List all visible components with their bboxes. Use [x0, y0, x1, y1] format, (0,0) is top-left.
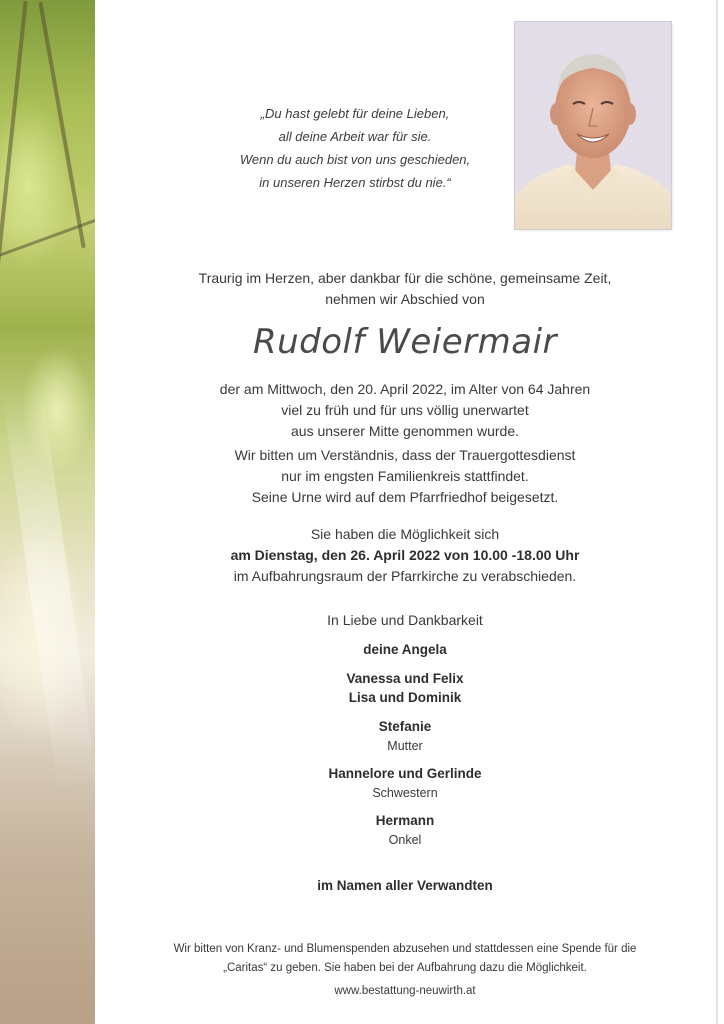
details-line: der am Mittwoch, den 20. April 2022, im Alter von 64 Jahren [219, 381, 591, 397]
details-line: viel zu früh und für uns völlig unerwartet [281, 402, 529, 418]
mourner-children: Vanessa und Felix [346, 671, 464, 686]
deceased-name: Rudolf Weiermair [252, 322, 558, 362]
mourners-closing: im Namen aller Verwandten [317, 878, 493, 893]
viewing-info [140, 524, 670, 587]
service-line: Wir bitten um Verständnis, dass der Trauergottesdienst [234, 447, 576, 463]
poem-line: in unseren Herzen stirbst du nie.“ [259, 175, 451, 190]
mourner-relation: Schwestern [372, 786, 438, 800]
intro-line: Traurig im Herzen, aber dankbar für die schöne, gemeinsame Zeit, [198, 270, 612, 286]
donation-note [140, 940, 670, 978]
poem-line: all deine Arbeit war für sie. [278, 129, 432, 144]
viewing-line: Sie haben die Möglichkeit sich [310, 526, 500, 542]
poem-line: Wenn du auch bist von uns geschieden, [239, 152, 471, 167]
donation-line: „Caritas“ zu geben. Sie haben bei der Aufbahrung dazu die Möglichkeit. [223, 962, 587, 974]
portrait-photo [515, 22, 671, 229]
service-line: nur im engsten Familienkreis stattfindet. [281, 468, 529, 484]
viewing-date: am Dienstag, den 26. April 2022 von 10.00 -18.00 Uhr [230, 547, 580, 563]
viewing-line: im Aufbahrungsraum der Pfarrkirche zu verabschieden. [233, 568, 577, 584]
service-info [140, 445, 670, 508]
mourner-spouse: deine Angela [363, 642, 447, 657]
details-line: aus unserer Mitte genommen wurde. [291, 423, 519, 439]
forest-image-strip [0, 0, 95, 1024]
mourner-name: Stefanie [378, 719, 432, 734]
mourner-name: Hermann [375, 813, 435, 828]
page-edge-line [716, 0, 718, 1024]
website-link[interactable]: www.bestattung-neuwirth.at [334, 985, 476, 997]
service-line: Seine Urne wird auf dem Pfarrfriedhof beigesetzt. [251, 489, 559, 505]
poem [200, 102, 510, 194]
intro-line: nehmen wir Abschied von [325, 291, 485, 307]
mourner-children: Lisa und Dominik [348, 690, 462, 705]
mourner-relation: Onkel [388, 833, 422, 847]
mourners-intro: In Liebe und Dankbarkeit [327, 612, 483, 628]
death-details [140, 379, 670, 442]
poem-line: „Du hast gelebt für deine Lieben, [260, 106, 450, 121]
mourner-relation: Mutter [387, 739, 423, 753]
mourner-name: Hannelore und Gerlinde [328, 766, 482, 781]
donation-line: Wir bitten von Kranz- und Blumenspenden abzusehen und stattdessen eine Spende für die [173, 943, 637, 955]
intro-text [140, 268, 670, 310]
